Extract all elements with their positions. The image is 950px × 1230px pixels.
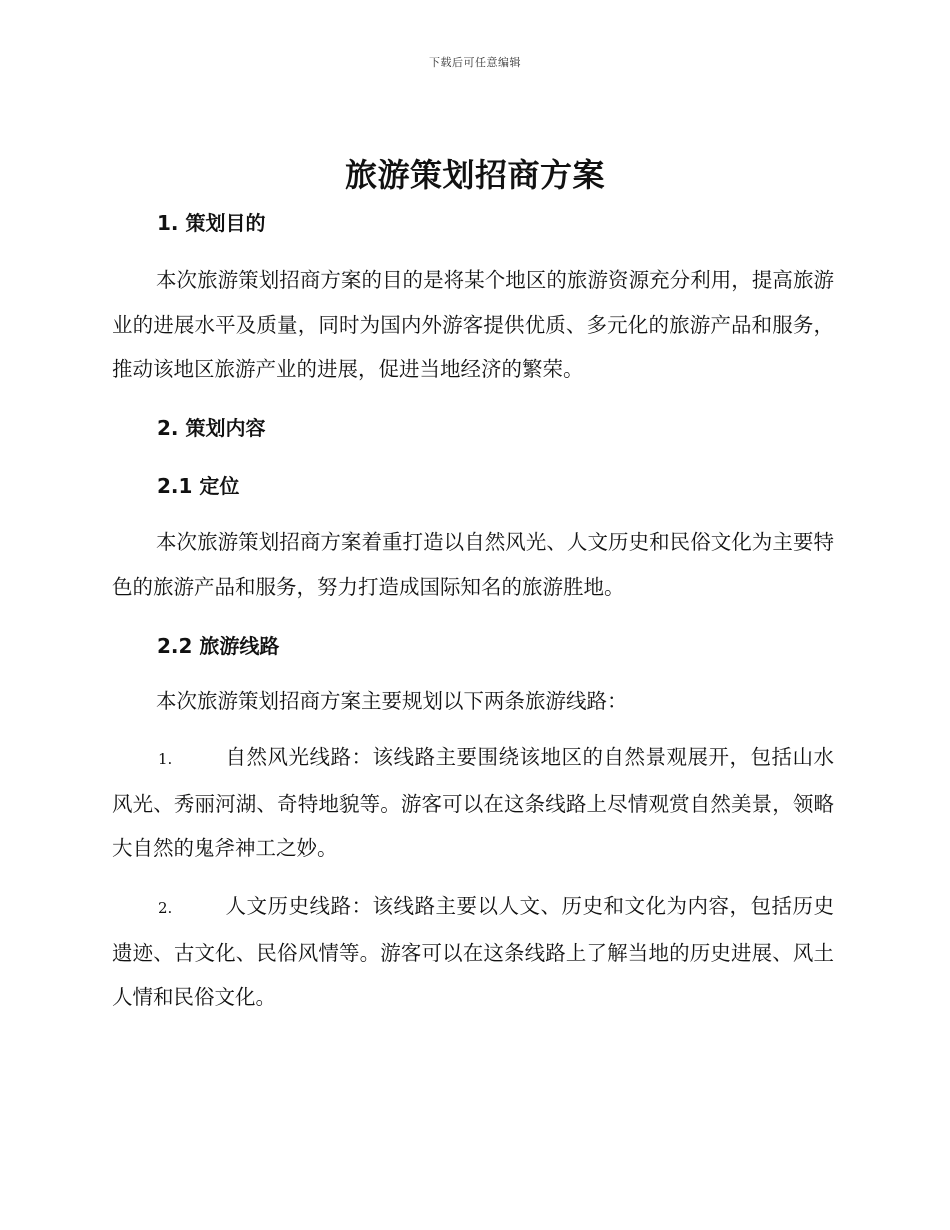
- document-title: 旅游策划招商方案: [344, 156, 605, 194]
- route-text: 人文历史线路：该线路主要以人文、历史和文化为内容，包括历史遗迹、古文化、民俗风情等。游客可以在这条线路上了解当地的历史进展、风土人情和民俗文化。: [112, 894, 834, 1009]
- list-number: 1.: [158, 750, 173, 768]
- route-text: 自然风光线路：该线路主要围绕该地区的自然景观展开，包括山水风光、秀丽河湖、奇特地貌等。游客可以在这条线路上尽情观赏自然美景，领略大自然的鬼斧神工之妙。: [112, 745, 834, 860]
- subsection-heading-positioning: 2.1 定位: [157, 474, 240, 498]
- section-heading-content: 2. 策划内容: [157, 416, 266, 440]
- positioning-paragraph: 本次旅游策划招商方案着重打造以自然风光、人文历史和民俗文化为主要特色的旅游产品和服务，努力打造成国际知名的旅游胜地。: [112, 530, 834, 599]
- route-list-item: [112, 735, 834, 871]
- routes-intro-paragraph: 本次旅游策划招商方案主要规划以下两条旅游线路：: [156, 689, 628, 713]
- section-heading-purpose: 1. 策划目的: [157, 211, 266, 235]
- list-number: 2.: [158, 899, 173, 917]
- subsection-heading-routes: 2.2 旅游线路: [157, 634, 280, 658]
- purpose-paragraph: 本次旅游策划招商方案的目的是将某个地区的旅游资源充分利用，提高旅游业的进展水平及质量，同时为国内外游客提供优质、多元化的旅游产品和服务，推动该地区旅游产业的进展，促进当地经济的繁荣。: [112, 268, 834, 381]
- page-header-note: 下载后可任意编辑: [429, 56, 521, 69]
- route-list-item: [112, 884, 834, 1020]
